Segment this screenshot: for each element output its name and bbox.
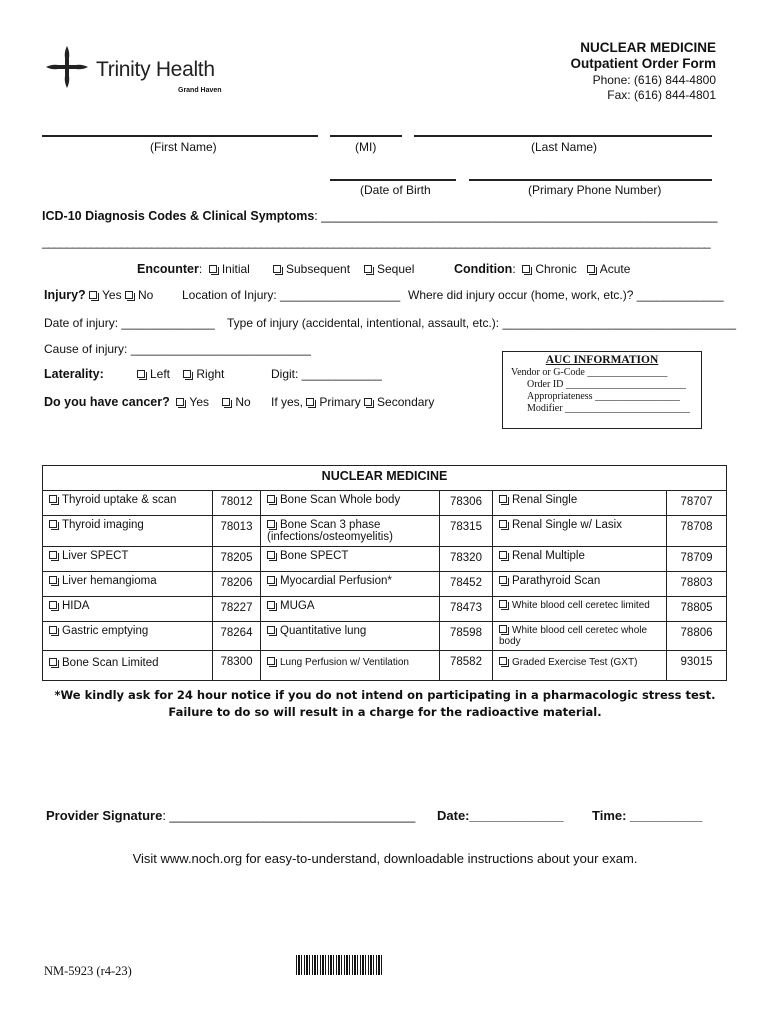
cpt-code: 78708 [667,516,727,547]
last-name-line[interactable] [414,135,712,137]
auc-order-field[interactable]: Order ID ________________________ [527,379,686,390]
laterality-label: Laterality: [44,367,104,381]
exam-checkbox[interactable] [49,626,57,634]
exam-label: Graded Exercise Test (GXT) [512,657,638,668]
exam-checkbox[interactable] [267,576,275,584]
cancer-label: Do you have cancer? [44,395,170,409]
table-row [43,516,727,547]
cancer-yes-label: Yes [189,395,209,409]
mi-line[interactable] [330,135,402,137]
trinity-cross-icon [44,44,90,90]
table-row [43,572,727,597]
logo-sub: Grand Haven [178,87,222,94]
first-name-label: (First Name) [150,140,217,154]
cpt-code: 78306 [440,491,493,516]
exam-label: Quantitative lung [280,625,367,637]
encounter-initial-checkbox[interactable] [209,265,217,273]
cancer-primary-label: Primary [319,395,361,409]
digit-field[interactable]: Digit: ____________ [271,367,382,381]
exam-checkbox[interactable] [499,495,507,503]
cancer-no-label: No [235,395,251,409]
cpt-code: 78264 [213,622,261,651]
exam-label: MUGA [280,600,315,612]
exam-label: Lung Perfusion w/ Ventilation [280,657,409,668]
exam-label: White blood cell ceretec whole body [499,625,648,647]
exam-checkbox[interactable] [499,520,507,528]
condition-acute-label: Acute [599,262,631,276]
injury-no-checkbox[interactable] [125,291,133,299]
cpt-code: 78709 [667,547,727,572]
logo [44,44,90,93]
cancer-yes-checkbox[interactable] [176,398,184,406]
cpt-code: 78598 [440,622,493,651]
cpt-code: 78206 [213,572,261,597]
exam-checkbox[interactable] [499,657,507,665]
exam-label: Renal Single [512,494,578,506]
cpt-code: 78320 [440,547,493,572]
exam-label: Bone SPECT [280,550,349,562]
auc-vendor-field[interactable]: Vendor or G-Code ________________ [511,367,668,378]
condition-chronic-label: Chronic [535,262,577,276]
injury-where-field[interactable]: Where did injury occur (home, work, etc.)? _____________ [408,288,724,302]
cancer-row [44,395,251,409]
last-name-label: (Last Name) [531,140,598,154]
exam-checkbox[interactable] [267,657,275,665]
exam-label: Gastric emptying [62,625,149,637]
exam-checkbox[interactable] [267,551,275,559]
table-row [43,622,727,651]
cpt-code: 78315 [440,516,493,547]
signature-date-field[interactable]: Date:_____________ [437,808,564,823]
injury-no-label: No [137,288,154,302]
mi-label: (MI) [355,140,377,154]
table-row [43,651,727,681]
encounter-initial-label: Initial [221,262,250,276]
cancer-ifyes-label: If yes, [271,395,304,409]
exam-label: Thyroid imaging [62,519,144,531]
injury-date-field[interactable]: Date of injury: ______________ [44,316,215,330]
encounter-sequel-label: Sequel [377,262,415,276]
cpt-code: 78582 [440,651,493,681]
laterality-left-label: Left [150,367,171,381]
exam-checkbox[interactable] [499,576,507,584]
condition-acute-checkbox[interactable] [587,265,595,273]
form-title: NUCLEAR MEDICINE [580,40,716,55]
exam-label: Thyroid uptake & scan [62,494,177,506]
exam-label: Bone Scan 3 phase (infections/osteomyelitis) [267,519,393,543]
icd-input-line[interactable]: : _________________________________________________________ [314,209,718,223]
cancer-no-checkbox[interactable] [222,398,230,406]
primary-phone-line[interactable] [469,179,712,181]
dob-label: (Date of Birth [360,183,431,197]
visit-instructions: Visit www.noch.org for easy-to-understand, downloadable instructions about your exam. [132,851,638,866]
primary-phone-label: (Primary Phone Number) [528,183,662,197]
exam-label: Renal Multiple [512,550,585,562]
laterality-options [137,367,224,381]
encounter-row: Encounter: Initial [137,262,250,276]
exam-checkbox[interactable] [267,520,275,528]
dob-line[interactable] [330,179,456,181]
cpt-code: 78803 [667,572,727,597]
form-subtitle: Outpatient Order Form [570,56,716,71]
exam-checkbox[interactable] [499,600,507,608]
form-number: NM-5923 (r4-23) [44,964,132,978]
encounter-label: Encounter [137,262,199,276]
injury-yes-checkbox[interactable] [89,291,97,299]
encounter-sequel [364,262,414,276]
stress-test-notice-line2: Failure to do so will result in a charge for the radioactive material. [168,705,602,719]
exam-checkbox[interactable] [267,626,275,634]
injury-type-field[interactable]: Type of injury (accidental, intentional, assault, etc.): ___________________________________ [227,316,737,330]
cpt-code: 78300 [213,651,261,681]
cpt-code: 93015 [667,651,727,681]
condition-chronic-checkbox[interactable] [522,265,530,273]
icd-input-line-2[interactable]: ______________________________________________________________________________________________________________ [42,235,711,249]
encounter-subsequent-checkbox[interactable] [273,265,281,273]
icd-row [42,209,718,223]
encounter-sequel-checkbox[interactable] [364,265,372,273]
cancer-secondary-label: Secondary [377,395,435,409]
exam-checkbox[interactable] [499,551,507,559]
exam-checkbox[interactable] [267,495,275,503]
table-row [43,597,727,622]
table-row [43,491,727,516]
cpt-code: 78205 [213,547,261,572]
injury-yes-label: Yes [102,288,122,302]
auc-modifier-field[interactable]: Modifier _________________________ [527,403,691,414]
exam-label: Renal Single w/ Lasix [512,519,622,531]
cancer-secondary-checkbox[interactable] [364,398,372,406]
nuclear-medicine-table [42,465,727,681]
provider-signature-label: Provider Signature [46,808,163,823]
fax-number: Fax: (616) 844-4801 [607,88,716,102]
exam-checkbox[interactable] [49,658,57,666]
phone-number: Phone: (616) 844-4800 [592,73,716,87]
auc-information-box [502,351,702,429]
cpt-code: 78806 [667,622,727,651]
logo-name: Trinity Health [96,58,215,81]
first-name-line[interactable] [42,135,318,137]
cpt-code: 78707 [667,491,727,516]
exam-label: Bone Scan Whole body [280,494,401,506]
cancer-primary-checkbox[interactable] [306,398,314,406]
cancer-type-row [271,395,434,409]
provider-signature-line[interactable]: : __________________________________ [162,808,416,823]
cpt-code: 78013 [213,516,261,547]
condition-row: Condition: Chronic Acute [454,262,631,276]
injury-location-field[interactable]: Location of Injury: __________________ [182,288,401,302]
laterality-right-label: Right [196,367,225,381]
cpt-code: 78012 [213,491,261,516]
injury-label: Injury? [44,288,86,302]
signature-time-field[interactable]: Time: __________ [592,808,703,823]
exam-checkbox[interactable] [499,625,507,633]
cpt-code: 78452 [440,572,493,597]
stress-test-notice-line1: *We kindly ask for 24 hour notice if you do not intend on participating in a pharmacologic stress test. [54,688,716,702]
auc-title: AUC INFORMATION [545,354,659,366]
exam-checkbox[interactable] [49,551,57,559]
exam-label: Parathyroid Scan [512,575,601,587]
auc-appropriateness-field[interactable]: Appropriateness _________________ [527,391,681,402]
encounter-subsequent-label: Subsequent [286,262,351,276]
injury-cause-field[interactable]: Cause of injury: ___________________________ [44,342,311,356]
icd-label: ICD-10 Diagnosis Codes & Clinical Symptoms [42,209,315,223]
condition-label: Condition [454,262,513,276]
table-title: NUCLEAR MEDICINE [43,466,727,491]
exam-label: Myocardial Perfusion* [280,575,392,587]
cpt-code: 78473 [440,597,493,622]
exam-label: Liver SPECT [62,550,129,562]
exam-checkbox[interactable] [49,576,57,584]
exam-checkbox[interactable] [267,601,275,609]
laterality-right-checkbox[interactable] [183,370,191,378]
exam-label: Bone Scan Limited [62,657,159,669]
exam-checkbox[interactable] [49,520,57,528]
provider-signature-row [46,808,415,823]
laterality-left-checkbox[interactable] [137,370,145,378]
injury-row [44,288,153,302]
exam-label: White blood cell ceretec limited [512,600,650,611]
exam-label: Liver hemangioma [62,575,157,587]
exam-label: HIDA [62,600,90,612]
exam-checkbox[interactable] [49,495,57,503]
barcode [296,955,384,975]
cpt-code: 78805 [667,597,727,622]
exam-checkbox[interactable] [49,601,57,609]
cpt-code: 78227 [213,597,261,622]
encounter-subsequent [273,262,350,276]
table-row [43,547,727,572]
